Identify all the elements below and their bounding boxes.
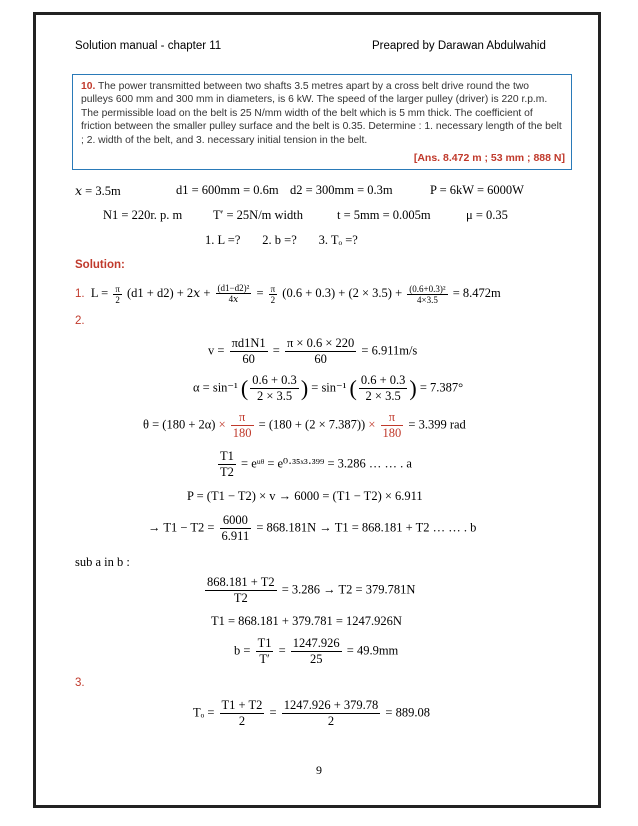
step-1-number: 1.	[75, 287, 85, 300]
tension-ratio-result: = eᵘᶿ = e⁰·³⁵ˣ³·³⁹⁹ = 3.286 … … . a	[241, 456, 412, 471]
denominator: 2	[238, 714, 246, 728]
t1-line: T1 = 868.181 + 379.781 = 1247.926N	[211, 614, 402, 628]
numerator: π	[115, 283, 120, 294]
length-term: (0.6 + 0.3) + (2 × 3.5) +	[282, 285, 403, 300]
numerator: π	[381, 410, 404, 426]
fraction	[269, 284, 278, 305]
fraction	[218, 449, 236, 480]
alpha-lhs: α = sin⁻¹	[193, 380, 238, 395]
theta-mid: = (180 + (2 × 7.387))	[258, 417, 366, 432]
step-2-number: 2.	[75, 315, 85, 327]
given-mu: μ = 0.35	[466, 208, 508, 222]
equals: =	[256, 285, 264, 300]
header-right: Preapred by Darawan Abdulwahid	[372, 40, 546, 52]
denominator: 2	[270, 294, 276, 305]
fraction	[291, 636, 342, 667]
fraction	[220, 698, 265, 729]
velocity-line	[208, 336, 417, 367]
theta-lhs: θ = (180 + 2α)	[143, 417, 216, 432]
t2-result: = 3.286 → T2 = 379.781N	[281, 582, 416, 597]
denominator: T2	[220, 465, 234, 479]
multiply-sign: ×	[368, 417, 376, 432]
numerator: π	[270, 283, 276, 294]
numerator: π	[231, 410, 254, 426]
numerator: πd1N1	[231, 336, 266, 350]
denominator: 180	[232, 426, 252, 440]
width-lhs: b =	[234, 643, 251, 658]
length-term: (d1 + d2) + 2𝑥 +	[127, 285, 211, 300]
denominator: 180	[382, 426, 402, 440]
denominator: 2	[327, 714, 335, 728]
equals: =	[278, 643, 286, 658]
question-number: 10.	[81, 81, 96, 92]
fraction	[381, 410, 404, 441]
given-x: 𝑥 = 3.5m	[75, 184, 121, 198]
substitute-label: sub a in b :	[75, 555, 130, 569]
given-d1: d1 = 600mm = 0.6m	[176, 183, 279, 197]
numerator: T1 + T2	[221, 698, 263, 712]
step-3-number: 3.	[75, 677, 85, 689]
solution-heading: Solution:	[75, 259, 125, 271]
initial-tension-lhs: Tₒ =	[193, 705, 215, 720]
fraction	[230, 336, 268, 367]
denominator: 2	[115, 294, 120, 305]
equals: =	[269, 705, 277, 720]
fraction	[250, 373, 299, 404]
numerator: 1247.926 + 379.78	[283, 698, 379, 712]
theta-line	[143, 410, 466, 441]
difference-line	[148, 513, 476, 544]
fraction	[359, 373, 408, 404]
initial-tension-result: = 889.08	[385, 705, 430, 720]
page-number: 9	[316, 763, 322, 777]
denominator: 6.911	[221, 529, 250, 543]
header-left: Solution manual - chapter 11	[75, 40, 222, 52]
question-text: The power transmitted between two shafts 3.5 metres apart by a cross belt drive round the two pulleys 600 mm and 300 mm in diameters, is 6 kW. The speed of the larger pulley (driver) is 220 r.p.m. The permissible load on the belt is 25 N/mm width of the belt which is 5 mm thick. The coefficient of friction between the smaller pulley surface and the belt is 0.35. Determine : 1. necessary length of the belt ; 2. width of the belt, and 3. necessary initial tension in the belt.	[81, 81, 562, 146]
denominator: 2 × 3.5	[256, 389, 293, 403]
width-result: = 49.9mm	[346, 643, 399, 658]
question-box	[72, 74, 572, 170]
fraction	[407, 284, 447, 305]
numerator: T1	[257, 636, 272, 650]
fraction	[205, 575, 277, 606]
denominator: 4×3.5	[417, 294, 438, 305]
equals: =	[272, 343, 280, 358]
numerator: 0.6 + 0.3	[360, 373, 406, 387]
denominator: T′	[259, 652, 270, 666]
alpha-result: = 7.387°	[419, 380, 464, 395]
denominator: 2 × 3.5	[365, 389, 401, 403]
given-d2: d2 = 300mm = 0.3m	[290, 183, 393, 197]
initial-tension-line	[193, 698, 430, 729]
fraction	[216, 283, 252, 305]
denominator: T2	[233, 591, 248, 605]
numerator: 1247.926	[292, 636, 340, 650]
denominator: 25	[309, 652, 323, 666]
fraction	[285, 336, 356, 367]
velocity-lhs: v =	[208, 343, 225, 358]
fraction	[113, 284, 122, 305]
numerator: 6000	[220, 513, 252, 529]
given-t-prime: T′ = 25N/m width	[213, 208, 303, 222]
tension-ratio-line	[216, 449, 412, 480]
alpha-mid: = sin⁻¹	[311, 380, 347, 395]
difference-result: = 868.181N → T1 = 868.181 + T2 … … . b	[256, 520, 477, 535]
answer-text: [Ans. 8.472 m ; 53 mm ; 888 N]	[413, 151, 565, 164]
unknowns: 1. L =? 2. b =? 3. Tₒ =?	[205, 233, 358, 247]
given-thickness: t = 5mm = 0.005m	[337, 208, 431, 222]
denominator: 60	[314, 352, 327, 366]
denominator: 4𝑥	[228, 294, 239, 304]
width-line	[234, 636, 398, 667]
numerator: (d1−d2)²	[217, 283, 250, 293]
length-lhs: L =	[90, 285, 109, 300]
difference-lhs: → T1 − T2 =	[148, 520, 215, 535]
numerator: 868.181 + T2	[207, 575, 275, 589]
multiply-sign: ×	[218, 417, 226, 432]
fraction	[220, 513, 252, 544]
denominator: 60	[242, 352, 255, 366]
alpha-line: α = sin⁻¹ ( $\frac{0.6 + 0.3}{2 \times 3.5}$ ) = sin⁻¹ ( $\frac{0.6 + 0.3}{2 \times 3.5}$ ) = 7.387°	[193, 373, 464, 403]
fraction	[231, 410, 254, 441]
length-result: = 8.472m	[452, 285, 501, 300]
given-n1: N1 = 220r. p. m	[103, 208, 183, 222]
numerator: T1	[220, 449, 234, 463]
step-1-line	[75, 283, 501, 305]
theta-result: = 3.399 rad	[408, 417, 466, 432]
fraction	[256, 636, 274, 667]
given-power: P = 6kW = 6000W	[430, 183, 524, 197]
numerator: 0.6 + 0.3	[252, 373, 297, 387]
numerator: (0.6+0.3)²	[409, 283, 446, 294]
substitution-line	[203, 575, 415, 606]
numerator: π × 0.6 × 220	[286, 336, 355, 350]
velocity-result: = 6.911m/s	[361, 343, 418, 358]
power-line: P = (T1 − T2) × v → 6000 = (T1 − T2) × 6.911	[187, 489, 423, 503]
fraction	[282, 698, 381, 729]
